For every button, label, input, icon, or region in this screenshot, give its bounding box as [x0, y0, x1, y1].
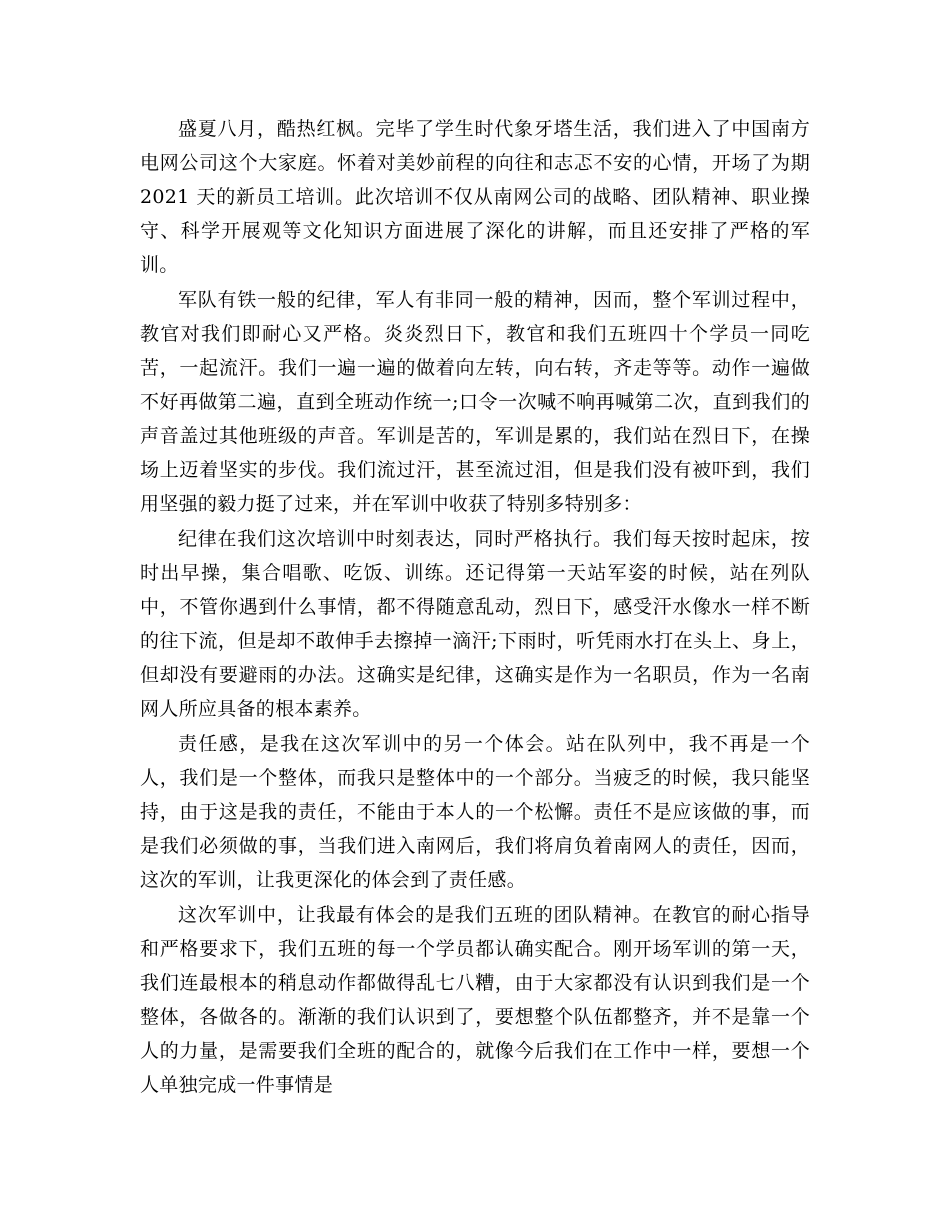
document-body [140, 112, 810, 1103]
paragraph-4: 责任感，是我在这次军训中的另一个体会。站在队列中，我不再是一个人，我们是一个整体，而我只是整体中的一个部分。当疲乏的时候，我只能坚持，由于这是我的责任，不能由于本人的一个松懈。责任不是应该做的事，而是我们必须做的事，当我们进入南网后，我们将肩负着南网人的责任，因而，这次的军训，让我更深化的体会到了责任感。 [140, 733, 810, 891]
paragraph-1: 盛夏八月，酷热红枫。完毕了学生时代象牙塔生活，我们进入了中国南方电网公司这个大家庭。怀着对美妙前程的向往和志忑不安的心情，开场了为期 2021 天的新员工培训。此次培训不仅从南网公司的战略、团队精神、职业操守、科学开展观等文化知识方面进展了深化的讲解，而且还安排了严格的军训。 [140, 118, 810, 276]
paragraph-2: 军队有铁一般的纪律，军人有非同一般的精神，因而，整个军训过程中，教官对我们即耐心又严格。炎炎烈日下，教官和我们五班四十个学员一同吃苦，一起流汗。我们一遍一遍的做着向左转，向右转，齐走等等。动作一遍做不好再做第二遍，直到全班动作统一;口令一次喊不响再喊第二次，直到我们的声音盖过其他班级的声音。军训是苦的，军训是累的，我们站在烈日下，在操场上迈着坚实的步伐。我们流过汗，甚至流过泪，但是我们没有被吓到，我们用坚强的毅力挺了过来，并在军训中收获了特别多特别多： [140, 289, 810, 515]
paragraph-5: 这次军训中，让我最有体会的是我们五班的团队精神。在教官的耐心指导和严格要求下，我们五班的每一个学员都认确实配合。刚开场军训的第一天，我们连最根本的稍息动作都做得乱七八糟，由于大家都没有认识到我们是一个整体，各做各的。渐渐的我们认识到了，要想整个队伍都整齐，并不是靠一个人的力量，是需要我们全班的配合的，就像今后我们在工作中一样，要想一个人单独完成一件事情是 [140, 904, 810, 1096]
paragraph-3: 纪律在我们这次培训中时刻表达，同时严格执行。我们每天按时起床，按时出早操，集合唱歌、吃饭、训练。还记得第一天站军姿的时候，站在列队中，不管你遇到什么事情，都不得随意乱动，烈日下，感受汗水像水一样不断的往下流，但是却不敢伸手去擦掉一滴汗;下雨时，听凭雨水打在头上、身上，但却没有要避雨的办法。这确实是纪律，这确实是作为一名职员，作为一名南网人所应具备的根本素养。 [140, 528, 810, 720]
